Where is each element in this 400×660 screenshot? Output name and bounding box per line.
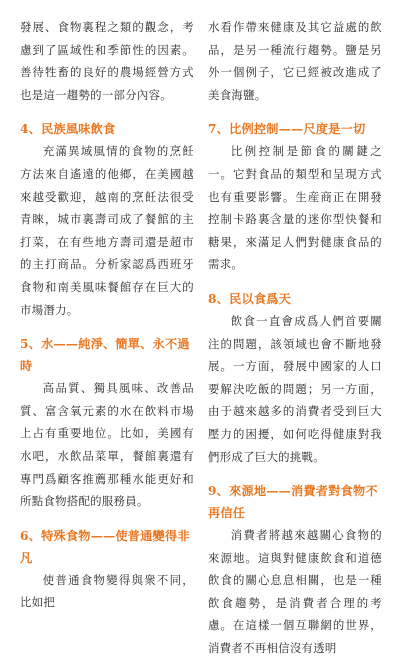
paragraph-food-first: 飲食一直會成爲人們首要關注的問題，該領域也會不斷地發展。一方面，發展中國家的人口要解決吃飯的問題；另一方面，由于越來越多的消費者受到巨大壓力的困擾，如何吃得健康對我們形成了巨大的挑戰。 [208, 313, 382, 464]
right-column [208, 8, 382, 656]
spacer [208, 106, 382, 118]
heading-food-first: 8、民以食爲天 [208, 291, 292, 306]
paragraph-special-food: 使普通食物變得與衆不同，比如把 [20, 572, 194, 610]
spacer [20, 106, 194, 118]
paragraph-special-food-continued: 水看作帶來健康及其它益處的飲品，是另一種流行趨勢。鹽是另外一個例子，它已經被改進成了美食海鹽。 [208, 20, 382, 102]
heading-origin: 9、來源地——消費者對食物不再信任 [208, 484, 378, 521]
paragraph-origin: 消費者將越來越關心食物的來源地。這與對健康飲食和道德飲食的關心息息相關，也是一種飲食趨勢，是消費者合理的考慮。在這樣一個互聯網的世界，消費者不再相信沒有透明 [208, 528, 382, 656]
paragraph-water: 高品質、獨具風味、改善品質、富含氧元素的水在飲料市場上占有重要地位。比如，美國有水吧，水飲品菜單，餐館裏還有專門爲顧客推薦那種水能更好和所點食物搭配的服務員。 [20, 381, 194, 509]
spacer [20, 513, 194, 525]
left-column [20, 8, 194, 610]
heading-portion-control: 7、比例控制——尺度是一切 [208, 122, 366, 137]
spacer [208, 276, 382, 288]
spacer [208, 468, 382, 480]
paragraph-3-continued: 發展、食物裏程之類的觀念，考慮到了區域性和季節性的因素。善待牲畜的良好的農場經營方式也是這一趨勢的一部分內容。 [20, 20, 194, 102]
heading-special-food: 6、特殊食物——使普通變得非凡 [20, 528, 190, 565]
heading-ethnic-food: 4、民族風味飲食 [20, 122, 116, 137]
spacer [20, 321, 194, 333]
paragraph-portion-control: 比例控制是節食的關鍵之一。它對食品的類型和呈現方式也有重要影響。生産商正在開發控制卡路裏含量的迷你型快餐和糖果，來滿足人們對健康食品的需求。 [208, 144, 382, 272]
heading-water: 5、水——純淨、簡單、永不過時 [20, 337, 190, 374]
paragraph-ethnic-food: 充滿異域風情的食物的烹飪方法來自遙遠的他鄉，在美國越來越受歡迎，越南的烹飪法很受青睞，城市裏壽司成了餐館的主打菜，在有些地方壽司還是超市的主打商品。分析家認爲西班牙食物和南美風味餐館存在巨大的市場潛力。 [20, 144, 194, 317]
